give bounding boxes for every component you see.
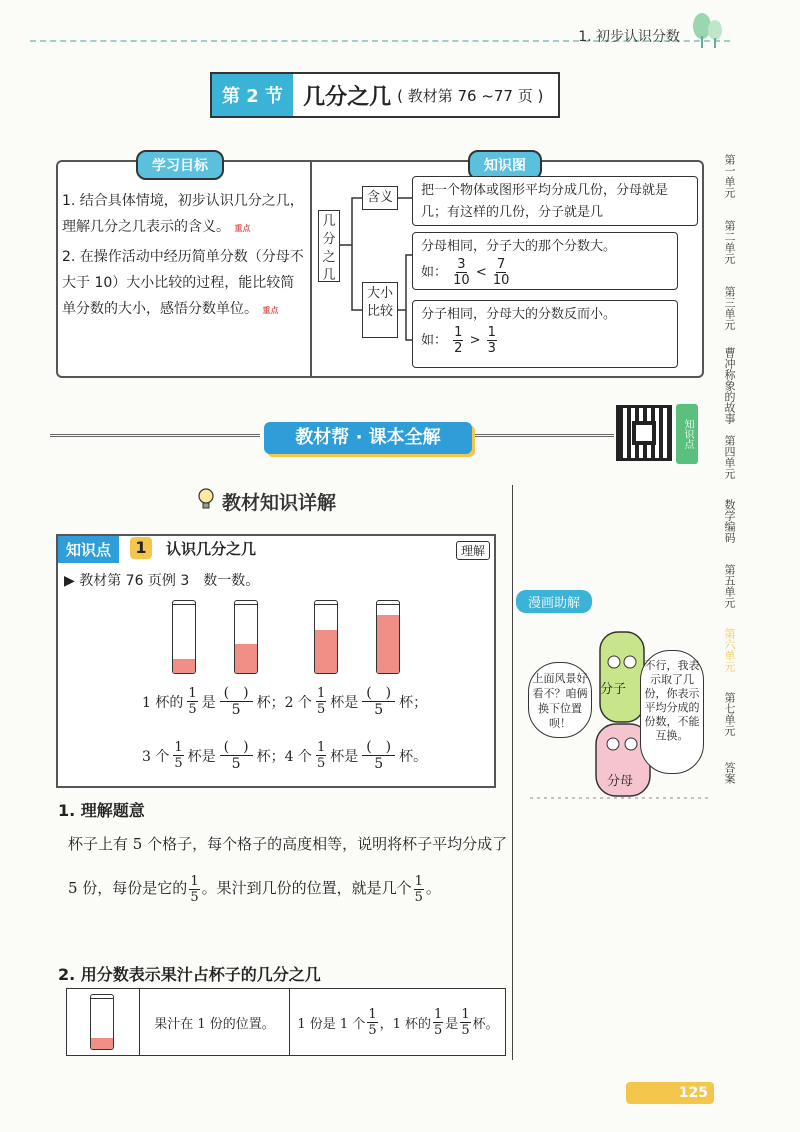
objective-2	[62, 244, 308, 324]
column-divider	[512, 485, 513, 1060]
side-tab[interactable]: 曹冲称象的故事	[723, 346, 736, 424]
compare-operator: <	[475, 265, 487, 280]
objective-1-text: 1. 结合具体情境，初步认识几分之几，理解几分之几表示的含义。	[62, 193, 304, 235]
numerator-character-label: 分子	[600, 682, 627, 697]
sub-title: 教材知识详解	[222, 492, 337, 514]
juice-fill-single	[91, 1038, 113, 1049]
juice-fill	[235, 644, 257, 673]
map-root: 几分之几	[318, 210, 340, 282]
side-tab[interactable]: 第二单元	[723, 220, 736, 264]
fraction: $\frac{3}{10}$	[453, 257, 470, 288]
cup	[376, 600, 400, 674]
key-point-mark: 重点	[262, 306, 279, 315]
tree-icon	[690, 12, 724, 48]
fraction: $\frac{1}{5}$	[368, 1006, 377, 1038]
fill-line-2: 3 个 $\frac{1}{5}$ 杯是 $\frac{( )}{5}$ 杯；4 个 $\frac{1}{5}$ 杯是 $\frac{( )}{5}$ 杯。	[142, 739, 428, 772]
answer-blank[interactable]: $\frac{( )}{5}$	[362, 686, 395, 717]
side-tab[interactable]: 第四单元	[723, 435, 736, 479]
fraction: $\frac{1}{5}$	[414, 873, 423, 905]
example-prefix: 如：	[421, 333, 448, 348]
rule-1-example	[421, 258, 669, 287]
cup	[234, 600, 258, 674]
section-pages: ( 教材第 76 ~77 页 )	[397, 86, 544, 105]
answer-blank[interactable]: $\frac{( )}{5}$	[220, 686, 253, 717]
fraction: $\frac{1}{5}$	[316, 740, 326, 771]
key-point-mark: 重点	[234, 224, 251, 233]
kp-badge: 知识点	[58, 536, 119, 563]
fraction: $\frac{1}{3}$	[487, 325, 496, 356]
fraction: $\frac{1}{5}$	[190, 873, 199, 905]
chapter-title: 1. 初步认识分数	[578, 29, 680, 45]
banner-rule-left	[50, 434, 260, 437]
explanation-text: 杯子上有 5 个格子，每个格子的高度相等，说明将杯子平均分成了 5 份，每份是它的 $\frac{1}{5}$ 。果汁到几份的位置，就是几个 $\frac{1}{5}$ 。	[68, 835, 508, 905]
section-name: 几分之几	[303, 84, 392, 110]
rule-2-text: 分子相同，分母大的分数反而小。	[421, 307, 617, 322]
textbook-banner: 教材帮 · 课本全解	[264, 422, 472, 454]
speech-bubble-right: 不行，我表示取了几份，你表示平均分成的份数，不能互换。	[640, 650, 704, 774]
objective-1	[62, 188, 308, 242]
cup	[172, 600, 196, 674]
compare-rule-1	[412, 232, 678, 290]
side-tab[interactable]: 第七单元	[723, 692, 736, 736]
heading-understand: 1. 理解题意	[58, 801, 145, 820]
side-tab[interactable]: 第五单元	[723, 564, 736, 608]
banner-rule-right	[474, 434, 614, 437]
example-prefix: 如：	[421, 265, 448, 280]
fraction: $\frac{1}{5}$	[434, 1006, 443, 1038]
kp-number: 1	[130, 537, 152, 559]
cup	[314, 600, 338, 674]
meaning-label: 含义	[362, 186, 398, 210]
lightbulb-icon	[196, 487, 216, 511]
compare-rule-2	[412, 300, 678, 368]
answer-blank[interactable]: $\frac{( )}{5}$	[362, 740, 395, 771]
denominator-character-label: 分母	[607, 774, 634, 789]
heading-express: 2. 用分数表示果汁占杯子的几分之几	[58, 965, 321, 984]
side-tab[interactable]: 数学编码	[723, 499, 736, 543]
qr-code-center	[632, 421, 656, 445]
cup	[90, 994, 114, 1050]
fraction: $\frac{1}{5}$	[174, 740, 183, 771]
fill-line-1: 1 杯的 $\frac{1}{5}$ 是 $\frac{( )}{5}$ 杯；2 个 $\frac{1}{5}$ 杯是 $\frac{( )}{5}$ 杯；	[142, 685, 428, 718]
rule-2-example	[421, 326, 669, 355]
table-cup-cell	[66, 988, 140, 1056]
fraction: $\frac{1}{5}$	[316, 686, 326, 717]
example-line: ▶ 教材第 76 页例 3 数一数。	[64, 573, 260, 589]
comic-tag: 漫画助解	[516, 590, 592, 613]
kp-level: 理解	[456, 541, 490, 560]
fraction: $\frac{1}{5}$	[461, 1006, 470, 1038]
table-cell-position: 果汁在 1 份的位置。	[140, 988, 290, 1056]
fraction: $\frac{1}{2}$	[454, 325, 463, 356]
speech-bubble-left: 上面风景好看不？咱俩换下位置呗！	[528, 662, 592, 738]
side-tab[interactable]: 答案	[723, 762, 736, 784]
kp-title: 认识几分之几	[166, 540, 257, 558]
objectives-tag: 学习目标	[136, 150, 224, 180]
fraction: $\frac{1}{5}$	[188, 686, 197, 717]
rule-1-text: 分母相同，分子大的那个分数大。	[421, 239, 617, 254]
juice-fill	[315, 630, 337, 673]
compare-operator: >	[469, 333, 481, 348]
compare-label: 大小比较	[362, 282, 398, 338]
page-number: 125	[626, 1082, 714, 1104]
fraction: $\frac{7}{10}$	[492, 257, 510, 288]
meaning-text: 把一个物体或图形平均分成几份，分母就是几；有这样的几份，分子就是几	[412, 176, 698, 226]
juice-fill	[377, 615, 399, 673]
section-title	[210, 72, 560, 118]
section-badge: 第 2 节	[212, 74, 293, 116]
side-tab[interactable]: 第一单元	[723, 154, 736, 198]
qr-side-label: 知识点	[676, 404, 698, 464]
juice-fill	[173, 659, 195, 673]
side-tab-current[interactable]: 第六单元	[723, 628, 736, 672]
side-tab[interactable]: 第三单元	[723, 286, 736, 330]
table-cell-fraction: 1 份是 1 个 $\frac{1}{5}$ ，1 杯的 $\frac{1}{5}$ 是 $\frac{1}{5}$ 杯。	[297, 1006, 499, 1038]
answer-blank[interactable]: $\frac{( )}{5}$	[220, 740, 253, 771]
objective-2-text: 2. 在操作活动中经历简单分数（分母不大于 10）大小比较的过程，能比较简单分数的大小，感悟分数单位。	[62, 249, 304, 317]
knowledge-map-tag: 知识图	[468, 150, 542, 180]
